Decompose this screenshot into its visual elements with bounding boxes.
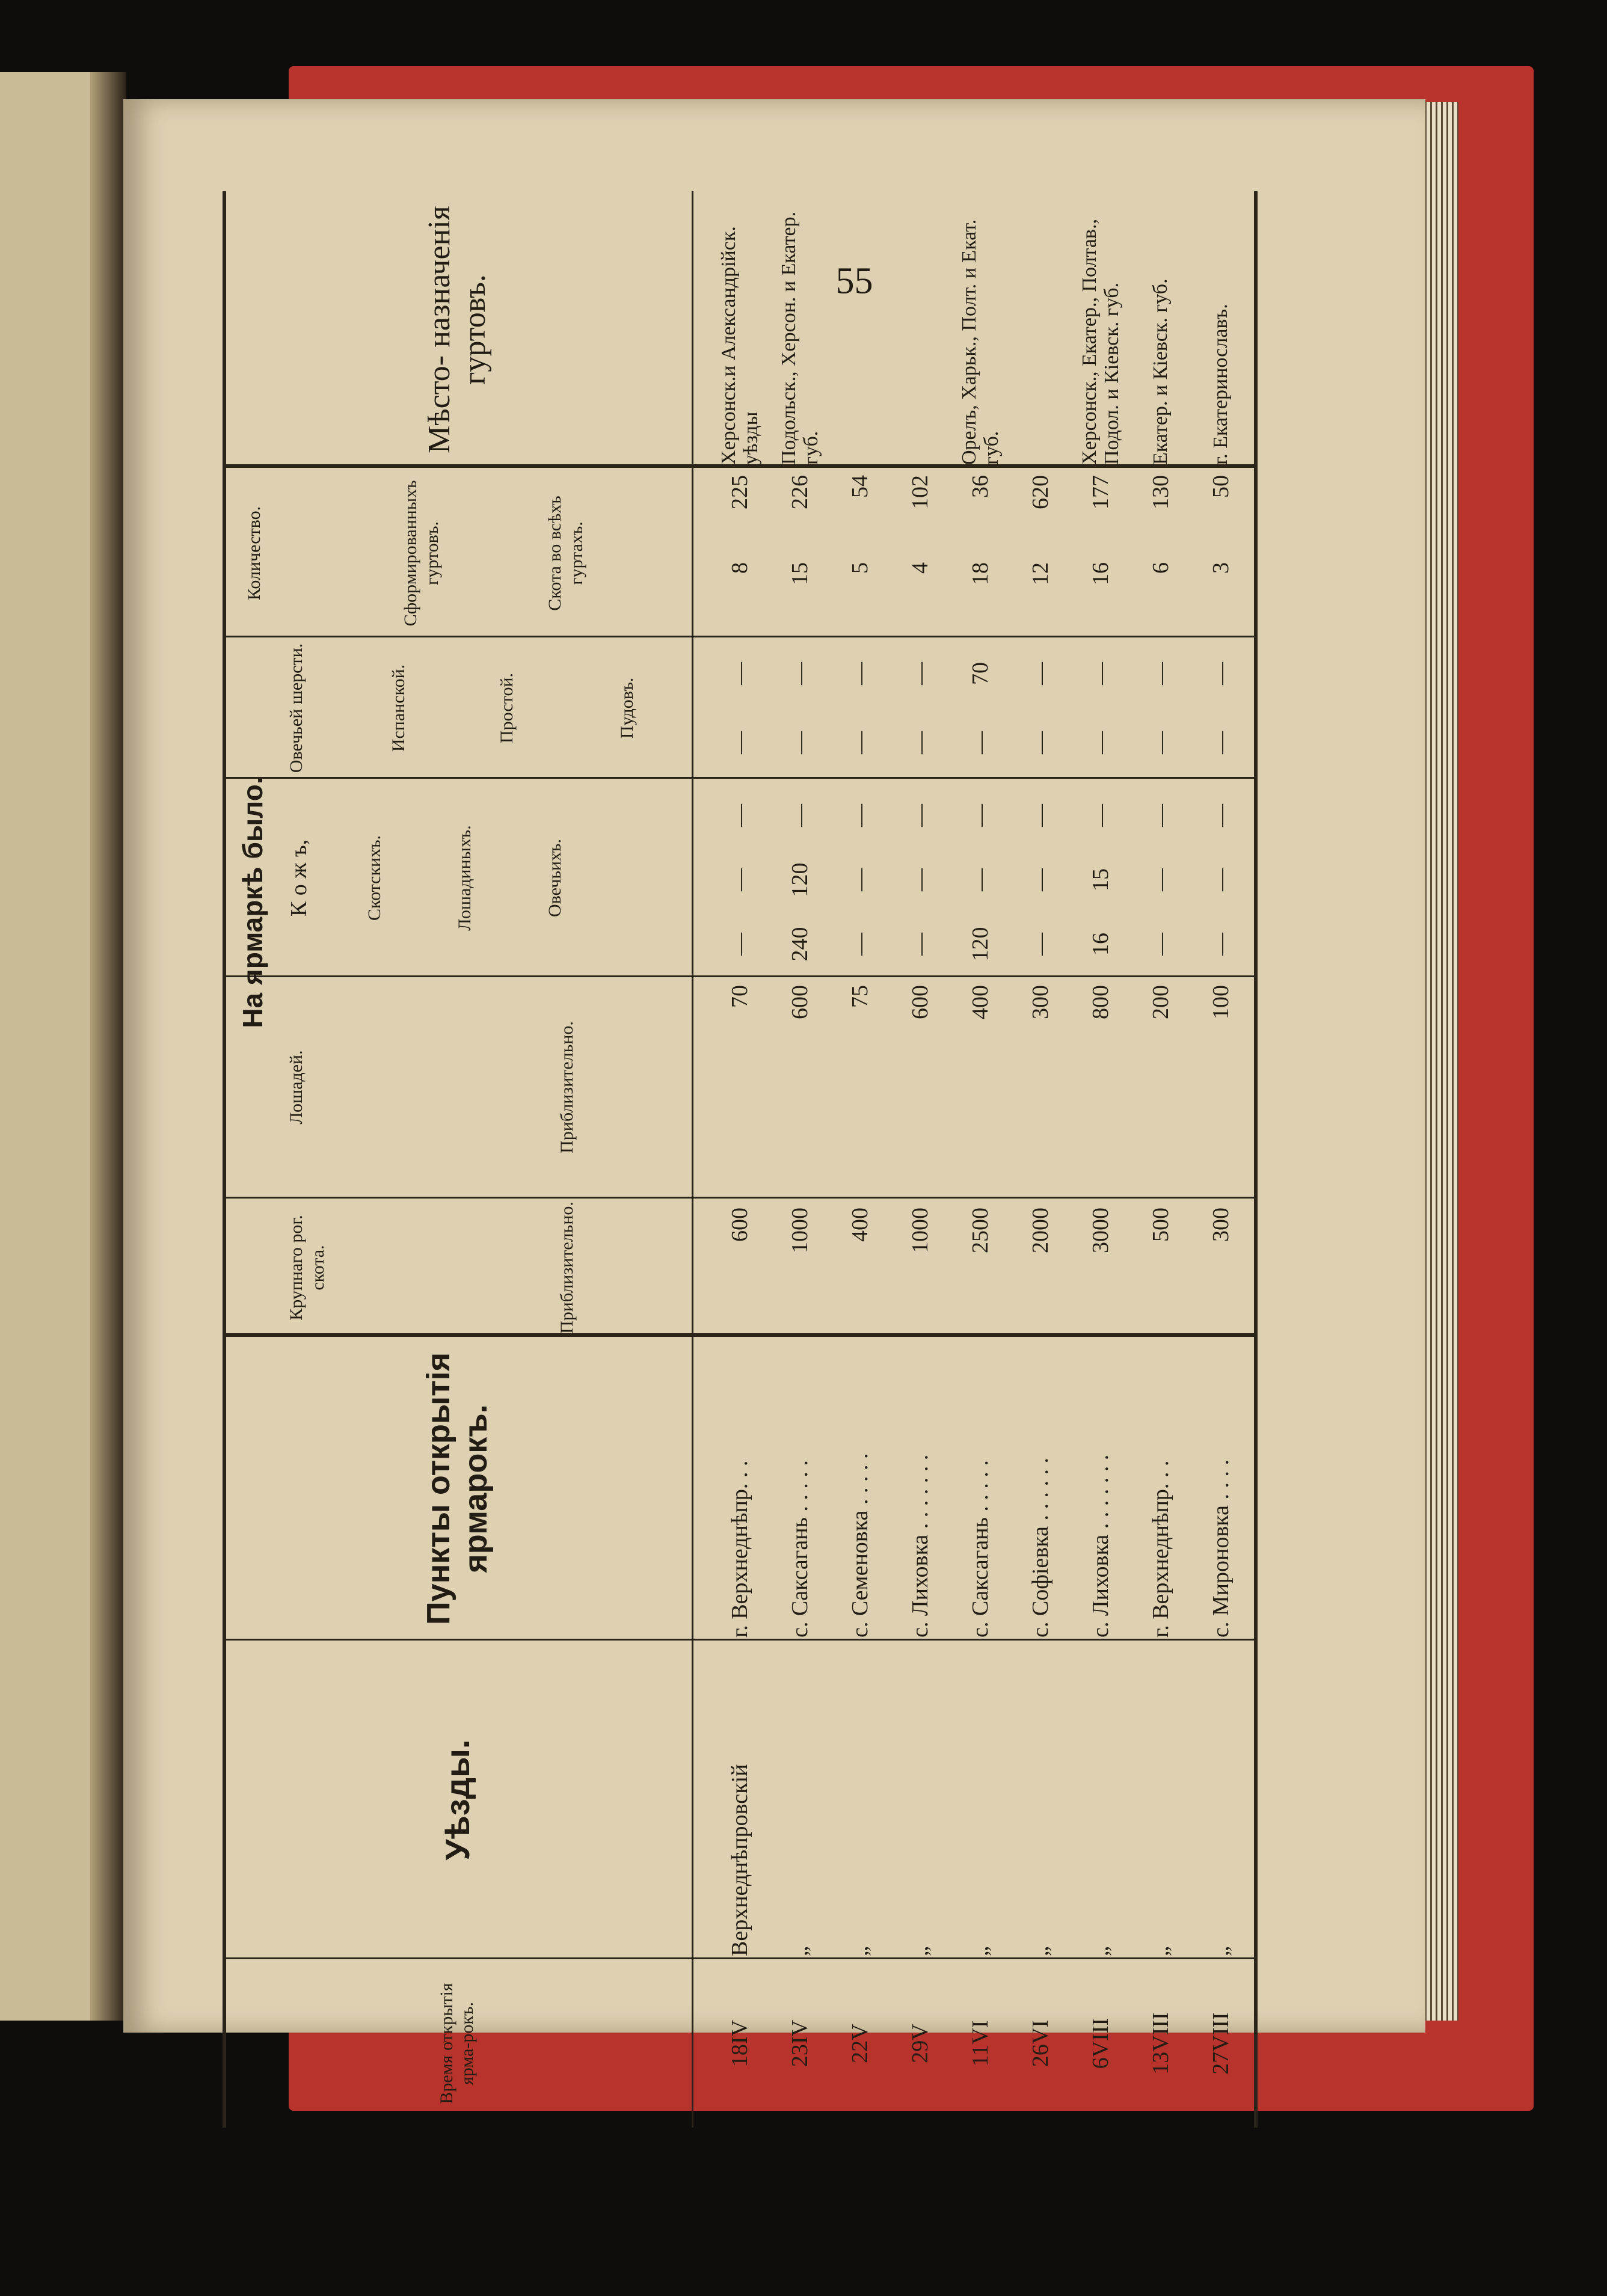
cell-time: 23IV: [787, 2019, 813, 2067]
header-time: Время открытія ярма-рокъ.: [437, 1983, 477, 2104]
cell-w-spanish: —: [1148, 731, 1173, 754]
header-wool-unit: Пудовъ.: [617, 677, 637, 739]
cell-dest: Херсонск., Екатер., Полтав., Подол. и Кіевск. губ.: [1078, 219, 1123, 465]
cell-cattle: 1000: [787, 1208, 813, 1253]
cell-s-horse: —: [908, 868, 933, 891]
cell-dest: Подольск., Херсон. и Екатер. губ.: [777, 211, 822, 465]
cell-cattle: 300: [1208, 1208, 1234, 1242]
cell-total: 50: [1208, 475, 1234, 498]
cell-s-horse: —: [1028, 868, 1053, 891]
cell-district: Верхнеднѣпровскій: [727, 1764, 752, 1956]
header-bottom-rule: [692, 191, 693, 2128]
cell-s-sheep: —: [1208, 804, 1234, 827]
header-at-fair: На ярмаркѣ было.: [237, 776, 268, 1028]
table-top-border: [223, 191, 226, 2128]
cell-w-spanish: —: [1088, 731, 1113, 754]
cell-horses: 600: [787, 985, 813, 1019]
book-page: [123, 99, 1425, 2104]
header-destination: Мѣсто- назначенія гуртовъ.: [422, 206, 492, 453]
cell-district: „: [847, 1946, 873, 1956]
cell-time: 27VIII: [1208, 2012, 1234, 2075]
cell-w-simple: —: [908, 662, 933, 685]
header-horse-unit: Приблизительно.: [557, 1021, 577, 1153]
cell-s-cattle: 16: [1088, 933, 1113, 956]
cell-s-cattle: —: [1208, 933, 1234, 956]
cell-district: „: [1148, 1946, 1173, 1956]
cell-w-simple: —: [727, 662, 752, 685]
cell-time: 29V: [908, 2024, 933, 2063]
cell-district: „: [787, 1946, 813, 1956]
cell-s-horse: —: [727, 868, 752, 891]
cell-place: с. Саксагань . . . . .: [968, 1460, 993, 1638]
cell-place: с. Мироновка . . . .: [1208, 1459, 1234, 1638]
cell-s-sheep: —: [847, 804, 873, 827]
cell-formed: 8: [727, 562, 752, 574]
cell-formed: 6: [1148, 562, 1173, 574]
cell-total: 130: [1148, 475, 1173, 509]
cell-s-sheep: —: [1028, 804, 1053, 827]
cell-cattle: 600: [727, 1208, 752, 1242]
col-divider-wool: [223, 636, 1257, 637]
header-horses: Лошадей.: [286, 1050, 306, 1125]
cell-s-cattle: —: [727, 933, 752, 956]
cell-s-horse: —: [1208, 868, 1234, 891]
cell-s-sheep: —: [727, 804, 752, 827]
cell-total: 36: [968, 475, 993, 498]
cell-w-simple: —: [787, 662, 813, 685]
cell-w-spanish: —: [727, 731, 752, 754]
cell-w-spanish: —: [1208, 731, 1234, 754]
header-cattle-unit: Приблизительно.: [557, 1202, 577, 1334]
cell-place: г. Верхнеднѣпр. . .: [1148, 1460, 1173, 1638]
book-spine-shadow: [90, 72, 126, 2021]
cell-w-spanish: —: [908, 731, 933, 754]
header-quantity: Количество.: [244, 506, 264, 601]
cell-s-cattle: 240: [787, 927, 813, 962]
cell-formed: 18: [968, 562, 993, 585]
cell-s-horse: —: [968, 868, 993, 891]
cell-formed: 12: [1028, 562, 1053, 585]
cell-cattle: 2500: [968, 1208, 993, 1253]
cell-dest: Орелъ, Харьк., Полт. и Екат. губ.: [957, 219, 1003, 465]
cell-s-horse: 120: [787, 862, 813, 897]
cell-w-spanish: —: [1028, 731, 1053, 754]
cell-dest: [890, 194, 950, 465]
cell-place: г. Верхнеднѣпр. . .: [727, 1460, 752, 1638]
cell-time: 18IV: [727, 2019, 752, 2067]
cell-dest: [830, 194, 890, 465]
cell-time: 6VIII: [1088, 2018, 1113, 2069]
cell-district: „: [1088, 1946, 1113, 1956]
cell-place: с. Лиховка . . . . . . .: [908, 1454, 933, 1638]
cell-time: 11VI: [968, 2020, 993, 2067]
cell-total: 102: [908, 475, 933, 509]
cell-dest: Екатер. и Кіевск. губ.: [1149, 278, 1172, 465]
cell-horses: 200: [1148, 985, 1173, 1019]
header-quantity-formed: Сформированныхъ гуртовъ.: [401, 480, 442, 627]
header-wool-simple: Простой.: [497, 673, 517, 743]
cell-w-simple: —: [847, 662, 873, 685]
cell-place: с. Софіевка . . . . . .: [1028, 1458, 1053, 1638]
cell-cattle: 500: [1148, 1208, 1173, 1242]
cell-s-sheep: —: [968, 804, 993, 827]
table-bottom-border: [1254, 191, 1258, 2128]
header-wool-spanish: Испанской.: [389, 664, 408, 752]
cell-formed: 5: [847, 562, 873, 574]
header-quantity-total: Скота во всѣхъ гуртахъ.: [545, 496, 586, 611]
header-wool: Овечьей шерсти.: [286, 643, 306, 773]
cell-district: „: [908, 1946, 933, 1956]
cell-s-sheep: —: [1088, 804, 1113, 827]
cell-s-sheep: —: [908, 804, 933, 827]
cell-w-simple: 70: [968, 662, 993, 685]
cell-district: „: [968, 1946, 993, 1956]
header-cattle: Крупнаго рог. скота.: [286, 1215, 328, 1321]
col-divider-skins: [223, 777, 1257, 779]
cell-time: 26VI: [1028, 2019, 1053, 2067]
col-divider-time: [223, 1957, 1257, 1959]
cell-formed: 3: [1208, 562, 1234, 574]
cell-formed: 4: [908, 562, 933, 574]
col-divider-horses: [223, 975, 1257, 977]
cell-place: с. Лиховка . . . . . . .: [1088, 1454, 1113, 1638]
cell-formed: 15: [787, 562, 813, 585]
cell-time: 22V: [847, 2024, 873, 2063]
cell-w-simple: —: [1028, 662, 1053, 685]
page-number: 55: [835, 260, 873, 302]
cell-s-cattle: —: [1028, 933, 1053, 956]
cell-s-cattle: 120: [968, 927, 993, 962]
header-district: Уѣзды.: [438, 1739, 476, 1861]
cell-total: 225: [727, 475, 752, 509]
cell-horses: 600: [908, 985, 933, 1019]
cell-dest: [1010, 194, 1071, 465]
col-divider-district: [223, 1639, 1257, 1641]
cell-w-spanish: —: [847, 731, 873, 754]
cell-dest: Херсонск.и Александрійск. уѣзды: [717, 226, 762, 465]
cell-total: 177: [1088, 475, 1113, 509]
cell-s-horse: —: [847, 868, 873, 891]
header-skins-sheep: Овечьихъ.: [545, 839, 565, 917]
cell-total: 620: [1028, 475, 1053, 509]
cell-horses: 300: [1028, 985, 1053, 1019]
cell-s-sheep: —: [1148, 804, 1173, 827]
cell-horses: 400: [968, 985, 993, 1019]
cell-dest: г. Екатеринославъ.: [1209, 304, 1232, 465]
cell-place: с. Саксагань . . . . .: [787, 1460, 813, 1638]
cell-s-sheep: —: [787, 804, 813, 827]
cell-district: „: [1028, 1946, 1053, 1956]
cell-place: с. Семеновка . . . . .: [847, 1453, 873, 1638]
cell-w-spanish: —: [968, 731, 993, 754]
header-skins: К о ж ъ,: [286, 839, 312, 917]
cell-w-spanish: —: [787, 731, 813, 754]
cell-s-horse: —: [1148, 868, 1173, 891]
cell-s-cattle: —: [908, 933, 933, 956]
cell-district: „: [1208, 1946, 1234, 1956]
cell-horses: 75: [847, 985, 873, 1008]
col-divider-cattle: [223, 1197, 1257, 1199]
cell-horses: 100: [1208, 985, 1234, 1019]
cell-w-simple: —: [1088, 662, 1113, 685]
cell-s-horse: 15: [1088, 868, 1113, 891]
cell-horses: 70: [727, 985, 752, 1008]
cell-cattle: 400: [847, 1208, 873, 1242]
cell-w-simple: —: [1208, 662, 1234, 685]
cell-w-simple: —: [1148, 662, 1173, 685]
header-skins-cattle: Скотскихъ.: [364, 835, 384, 921]
cell-formed: 16: [1088, 562, 1113, 585]
header-skins-horse: Лошадиныхъ.: [455, 825, 475, 931]
cell-cattle: 2000: [1028, 1208, 1053, 1253]
cell-total: 54: [847, 475, 873, 498]
cell-cattle: 1000: [908, 1208, 933, 1253]
cell-cattle: 3000: [1088, 1208, 1113, 1253]
cell-time: 13VIII: [1148, 2012, 1173, 2075]
cell-total: 226: [787, 475, 813, 509]
header-points: Пункты открытія ярмарокъ.: [420, 1352, 494, 1625]
cell-s-cattle: —: [1148, 933, 1173, 956]
rotated-table: [123, 99, 1607, 2296]
cell-horses: 800: [1088, 985, 1113, 1019]
cell-s-cattle: —: [847, 933, 873, 956]
